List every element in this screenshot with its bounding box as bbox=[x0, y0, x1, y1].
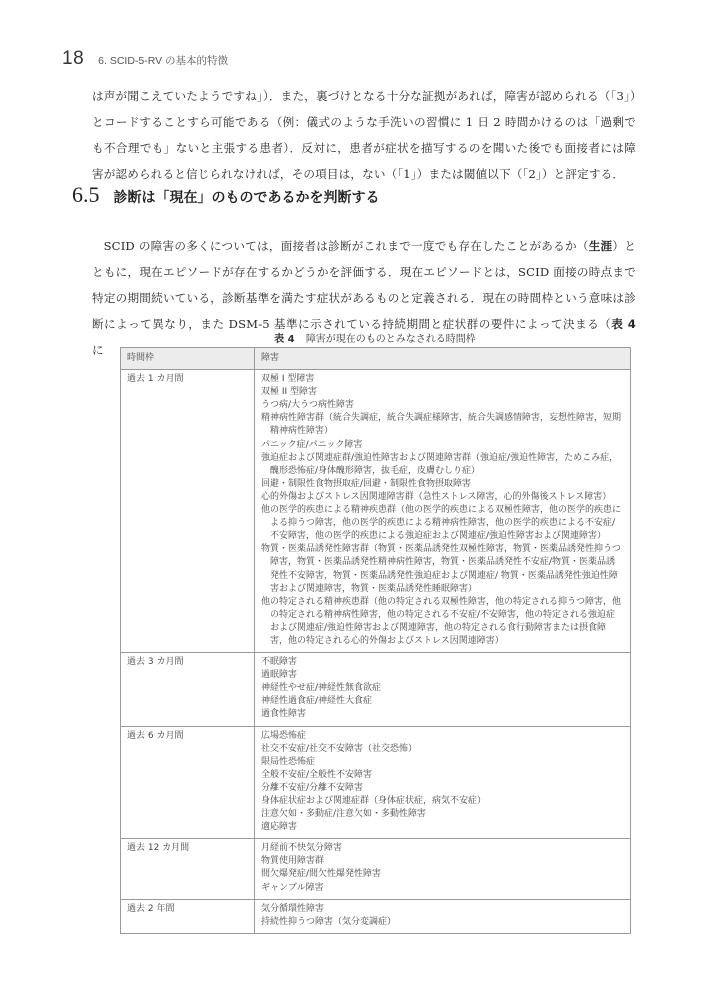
section-number: 6.5 bbox=[72, 182, 100, 207]
disorder-entry: 神経性過食症/神経性大食症 bbox=[261, 696, 373, 707]
disorder-entry: 精神病性障害群（統合失調症，統合失調症様障害，統合失調感情障害，妄想性障害，短期精神病性障害） bbox=[261, 413, 622, 437]
disorder-entry: 間欠爆発症/間欠性爆発性障害 bbox=[261, 869, 382, 880]
disorder-entry: 双極 II 型障害 bbox=[261, 387, 318, 398]
disorder-entry: 広場恐怖症 bbox=[261, 730, 307, 741]
disorder-entry: 気分循環性障害 bbox=[261, 903, 325, 914]
bold-term-lifetime: 生涯 bbox=[588, 239, 613, 253]
table-row bbox=[121, 899, 631, 933]
page-number: 18 bbox=[62, 48, 85, 69]
disorder-entry: 過眠障害 bbox=[261, 670, 298, 681]
timeframe-cell: 過去 1 カ月間 bbox=[121, 370, 255, 653]
disorder-entry: 過食性障害 bbox=[261, 709, 307, 720]
disorder-entry: 社交不安症/社交不安障害（社交恐怖） bbox=[261, 743, 418, 754]
disorder-entry: 他の医学的疾患による精神疾患群（他の医学的疾患による双極性障害，他の医学的疾患による抑うつ障害，他の医学的疾患による精神病性障害，他の医学的疾患による不安症/不安障害，他の医学的疾患による強迫症および関連症/強迫性障害および関連障害） bbox=[261, 505, 622, 542]
table-header-row bbox=[121, 348, 631, 370]
timeframe-cell: 過去 3 カ月間 bbox=[121, 653, 255, 726]
disorders-cell bbox=[255, 370, 631, 653]
disorders-cell bbox=[255, 899, 631, 933]
disorder-entry: ギャンブル障害 bbox=[261, 882, 324, 893]
disorder-entry: パニック症/パニック障害 bbox=[261, 439, 363, 450]
header-disorder: 障害 bbox=[255, 348, 631, 370]
disorders-cell bbox=[255, 653, 631, 726]
disorder-entry: 神経性やせ症/神経性無食欲症 bbox=[261, 683, 382, 694]
timeframe-table bbox=[120, 347, 631, 934]
table-row bbox=[121, 370, 631, 653]
table-caption-title: 障害が現在のものとみなされる時間枠 bbox=[305, 334, 476, 345]
text-run: SCID の障害の多くについては，面接者は診断がこれまで一度でも存在したことがあるか（ bbox=[103, 239, 589, 253]
section-title: 診断は「現在」のものであるかを判断する bbox=[113, 190, 380, 206]
running-head bbox=[62, 48, 228, 72]
text-run: に bbox=[92, 343, 104, 357]
disorder-entry: 心的外傷およびストレス因関連障害群（急性ストレス障害，心的外傷後ストレス障害） bbox=[261, 491, 612, 502]
table-caption bbox=[120, 330, 630, 345]
disorder-entry: 双極 I 型障害 bbox=[261, 374, 315, 385]
disorder-entry: 不眠障害 bbox=[261, 657, 298, 668]
disorder-entry: 月経前不快気分障害 bbox=[261, 843, 343, 854]
disorder-entry: 強迫症および関連症群/強迫性障害および関連障害群（強迫症/強迫性障害，ためこみ症，醜形恐怖症/身体醜形障害，抜毛症，皮膚むしり症） bbox=[261, 452, 619, 476]
disorder-entry: 注意欠如・多動症/注意欠如・多動性障害 bbox=[261, 809, 427, 820]
disorder-entry: 物質使用障害群 bbox=[261, 856, 325, 867]
disorder-entry: 限局性恐怖症 bbox=[261, 756, 316, 767]
disorder-entry: 回避・制限性食物摂取症/回避・制限性食物摂取障害 bbox=[261, 478, 472, 489]
timeframe-cell: 過去 6 カ月間 bbox=[121, 726, 255, 839]
disorder-entry: 身体症状症および関連症群（身体症状症，病気不安症） bbox=[261, 796, 487, 806]
table-row bbox=[121, 839, 631, 899]
header-timeframe: 時間枠 bbox=[121, 348, 255, 370]
table-caption-label: 表 4 bbox=[274, 334, 295, 345]
table-body bbox=[121, 370, 631, 934]
disorder-entry: 持続性抑うつ障害（気分変調症） bbox=[261, 916, 397, 927]
table-row bbox=[121, 726, 631, 839]
table-reference: 表 4 bbox=[611, 317, 636, 331]
section-heading bbox=[72, 182, 380, 208]
disorder-entry: 適応障害 bbox=[261, 822, 298, 833]
timeframe-cell: 過去 2 年間 bbox=[121, 899, 255, 933]
paragraph-continuation: は声が聞こえていたようですね」）．また，裏づけとなる十分な証拠があれば，障害が認められる（「3」）とコードすることすら可能である（例：儀式のような手洗いの習慣に 1 日 2 時間かけるのは「過剰でも不合理でも」ないと主張する患者）．反対に，患者が症状を描写するのを聞いた後でも面接者には障害が認められると信じられなければ，その項目は，ない（「1」）または閾値以下（「2」）と評定する． bbox=[92, 89, 636, 181]
chapter-title: 6. SCID-5-RV の基本的特徴 bbox=[98, 55, 229, 67]
disorder-entry: 全般不安症/全般性不安障害 bbox=[261, 769, 373, 780]
disorders-cell bbox=[255, 726, 631, 839]
text-run: ）とともに，現在エピソードが存在するかどうかを評価する．現在エピソードとは，SCID 面接の時点まで特定の期間続いている，診断基準を満たす症状があるものと定義される．現在の時間枠という意味は診断によって異なり，また DSM-5 基準に示されている持続期間と症状群の要件によって決まる（ bbox=[92, 239, 636, 331]
disorder-entry: 分離不安症/分離不安障害 bbox=[261, 782, 364, 793]
disorder-entry: うつ病/大うつ病性障害 bbox=[261, 400, 355, 411]
timeframe-cell: 過去 12 カ月間 bbox=[121, 839, 255, 899]
disorder-entry: 物質・医薬品誘発性障害群（物質・医薬品誘発性双極性障害，物質・医薬品誘発性抑うつ障害，物質・医薬品誘発性精神病性障害，物質・医薬品誘発性不安症/物質・医薬品誘発性不安障害，物質・医薬品誘発性強迫症および関連症/ 物質・医薬品誘発性強迫性障害および関連障害，物質・医薬品誘発性睡眠障害） bbox=[261, 544, 622, 594]
disorder-entry: 他の特定される精神疾患群（他の特定される双極性障害，他の特定される抑うつ障害，他の特定される精神病性障害，他の特定される不安症/不安障害，他の特定される強迫症および関連症/強迫性障害および関連障害，他の特定される食行動障害または摂食障害，他の特定される心的外傷およびストレス因関連障害） bbox=[261, 596, 622, 646]
disorders-cell bbox=[255, 839, 631, 899]
table-row bbox=[121, 653, 631, 726]
